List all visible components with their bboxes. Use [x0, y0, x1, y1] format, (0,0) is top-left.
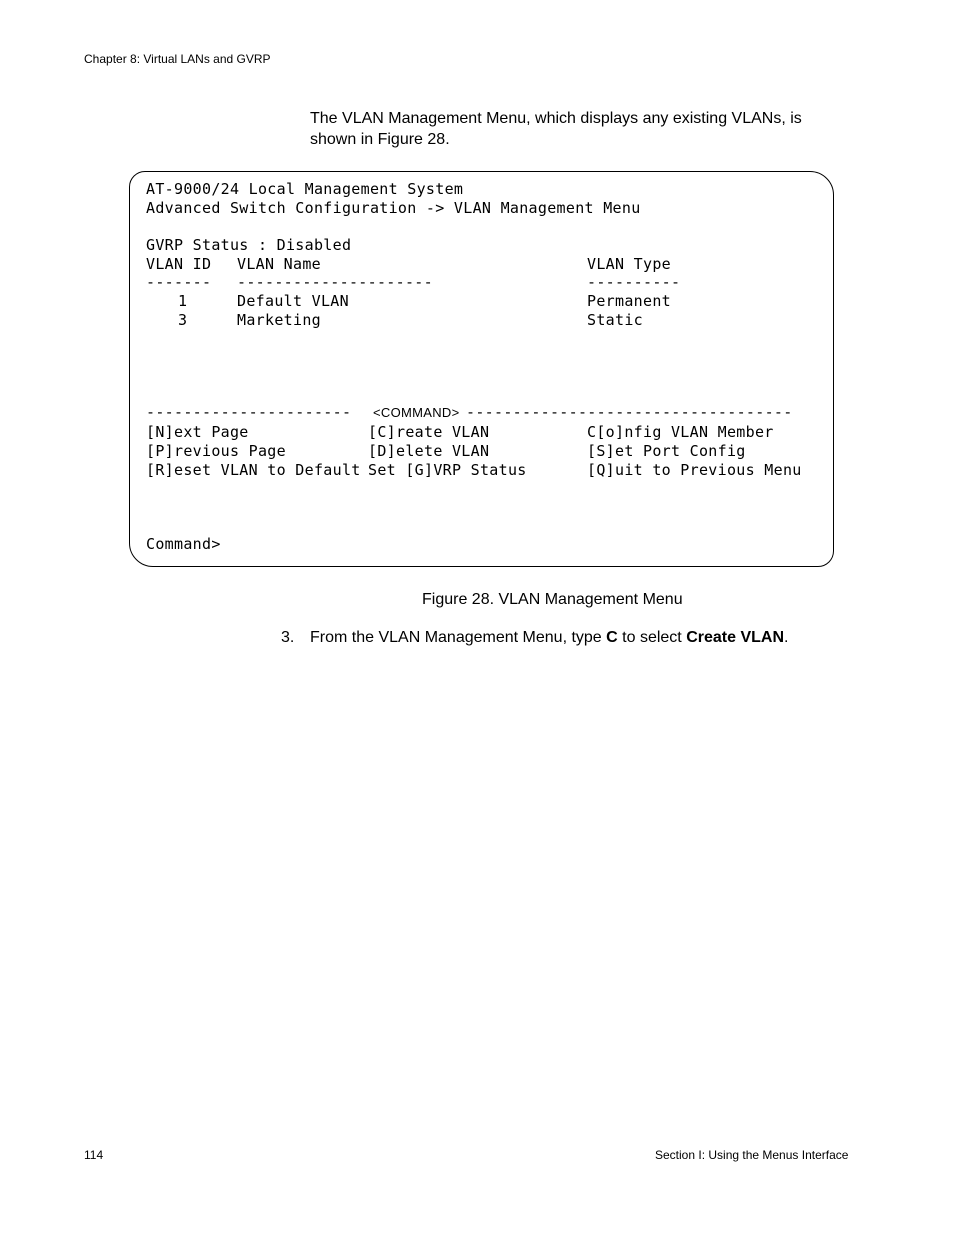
next-page-command[interactable]: [N]ext Page [146, 423, 249, 441]
step-number: 3. [281, 629, 295, 646]
vlan-row-type: Permanent [587, 292, 671, 310]
step-text-post: . [784, 629, 789, 646]
previous-page-command[interactable]: [P]revious Page [146, 442, 286, 460]
set-gvrp-status-command[interactable]: Set [G]VRP Status [368, 461, 527, 479]
menu-breadcrumb: Advanced Switch Configuration -> VLAN Management Menu [146, 199, 641, 217]
gvrp-status: GVRP Status : Disabled [146, 236, 352, 254]
command-label: <COMMAND> [373, 405, 460, 420]
quit-command[interactable]: [Q]uit to Previous Menu [587, 461, 802, 479]
vlan-row-id: 1 [178, 292, 188, 310]
figure-caption: Figure 28. VLAN Management Menu [422, 591, 683, 608]
intro-paragraph: The VLAN Management Menu, which displays any existing VLANs, is shown in Figure 28. [310, 110, 802, 148]
step-key: C [606, 629, 618, 646]
command-divider-right: ----------------------------------- [466, 403, 793, 421]
column-header-id: VLAN ID [146, 255, 212, 273]
command-divider-left: ---------------------- [146, 403, 352, 421]
reset-vlan-command[interactable]: [R]eset VLAN to Default [146, 461, 361, 479]
set-port-config-command[interactable]: [S]et Port Config [587, 442, 746, 460]
column-header-name: VLAN Name [237, 255, 321, 273]
create-vlan-command[interactable]: [C]reate VLAN [368, 423, 490, 441]
section-footer: Section I: Using the Menus Interface [655, 1148, 849, 1162]
underline-id: ------- [146, 273, 212, 291]
delete-vlan-command[interactable]: [D]elete VLAN [368, 442, 490, 460]
step-action: Create VLAN [686, 629, 784, 646]
terminal-screen [129, 171, 834, 567]
command-prompt[interactable]: Command> [146, 535, 221, 553]
page-number: 114 [84, 1148, 104, 1162]
system-title: AT-9000/24 Local Management System [146, 180, 464, 198]
step-text [310, 629, 788, 647]
step-text-mid: to select [617, 629, 687, 646]
underline-type: ---------- [587, 273, 681, 291]
vlan-row-id: 3 [178, 311, 188, 329]
vlan-row-name: Default VLAN [237, 292, 349, 310]
config-vlan-member-command[interactable]: C[o]nfig VLAN Member [587, 423, 774, 441]
underline-name: --------------------- [237, 273, 433, 291]
vlan-row-name: Marketing [237, 311, 321, 329]
step-text-pre: From the VLAN Management Menu, type [310, 629, 607, 646]
chapter-header: Chapter 8: Virtual LANs and GVRP [84, 52, 271, 66]
column-header-type: VLAN Type [587, 255, 671, 273]
vlan-row-type: Static [587, 311, 643, 329]
